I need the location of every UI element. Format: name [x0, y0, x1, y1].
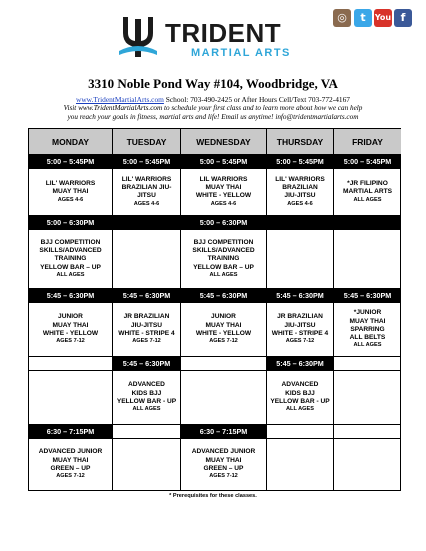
- time-slot: [113, 216, 181, 230]
- class-cell: [181, 303, 267, 357]
- empty-cell: [113, 425, 181, 439]
- empty-cell: [334, 230, 401, 289]
- empty-cell: [267, 439, 334, 491]
- class-line: WHITE - YELLOW: [42, 329, 99, 337]
- class-line: YELLOW BAR - UP: [116, 397, 177, 405]
- class-line: MUAY THAI: [205, 456, 242, 464]
- time-slot: 5:45 – 6:30PM: [334, 289, 401, 303]
- class-line: YELLOW BAR – UP: [193, 263, 254, 271]
- class-line: JUNIOR: [211, 313, 236, 321]
- time-slot: 5:00 – 6:30PM: [29, 216, 113, 230]
- class-line: LIL' WARRIORS: [45, 180, 96, 188]
- time-slot: 5:45 – 6:30PM: [267, 289, 334, 303]
- class-line: LIL' WARRIORS: [121, 175, 172, 183]
- class-line: WHITE - YELLOW: [195, 329, 252, 337]
- class-line: GREEN – UP: [50, 464, 91, 472]
- class-line: MUAY THAI: [52, 188, 89, 196]
- class-line: BJJ COMPETITION: [193, 238, 254, 246]
- day-header: MONDAY: [29, 129, 113, 155]
- class-cell: [334, 169, 401, 216]
- class-detail: AGES 7-12: [285, 338, 315, 345]
- class-line: LIL WARRIORS: [199, 175, 248, 183]
- class-line: WHITE - YELLOW: [195, 192, 252, 200]
- class-line: BRAZILIAN: [282, 184, 318, 192]
- class-detail: AGES 4-6: [133, 200, 160, 207]
- class-line: ADVANCED: [128, 381, 165, 389]
- class-cell: [29, 303, 113, 357]
- time-slot: [267, 216, 334, 230]
- facebook-icon[interactable]: f: [394, 9, 412, 27]
- logo-title: TRIDENT: [165, 18, 282, 48]
- class-cell: [29, 439, 113, 491]
- class-detail: ALL AGES: [209, 271, 238, 278]
- time-slot: 5:45 – 6:30PM: [267, 357, 334, 371]
- class-cell: [267, 371, 334, 425]
- class-line: ADVANCED JUNIOR: [191, 448, 256, 456]
- time-slot: 5:45 – 6:30PM: [29, 289, 113, 303]
- class-line: YELLOW BAR - UP: [270, 397, 330, 405]
- class-line: MUAY THAI: [52, 456, 89, 464]
- empty-cell: [181, 371, 267, 425]
- class-cell: [29, 230, 113, 289]
- class-detail: ALL AGES: [353, 196, 382, 203]
- time-slot: 5:00 – 5:45PM: [113, 155, 181, 169]
- class-line: SPARRING: [350, 325, 385, 333]
- time-slot: 5:00 – 5:45PM: [334, 155, 401, 169]
- intro-line-2: you reach your goals in fitness, martial arts and life! Email us anytime! info@tridentmartialarts.com: [67, 112, 359, 121]
- intro-text: [0, 104, 426, 121]
- class-detail: AGES 4-6: [287, 200, 313, 207]
- class-detail: AGES 7-12: [56, 473, 85, 480]
- class-line: MARTIAL ARTS: [342, 188, 393, 196]
- class-line: WHITE - STRIPE 4: [118, 329, 175, 337]
- class-line: KIDS BJJ: [131, 389, 162, 397]
- class-cell: [181, 230, 267, 289]
- youtube-icon[interactable]: You: [374, 9, 392, 27]
- class-line: MUAY THAI: [205, 321, 242, 329]
- website-link[interactable]: www.TridentMartialArts.com: [75, 95, 164, 104]
- trident-logo-icon: [113, 11, 163, 63]
- class-line: BJJ COMPETITION: [40, 238, 101, 246]
- class-cell: [113, 169, 181, 216]
- time-slot: 5:00 – 6:30PM: [181, 216, 267, 230]
- class-detail: AGES 7-12: [209, 338, 238, 345]
- time-slot: 5:00 – 5:45PM: [181, 155, 267, 169]
- class-detail: ALL AGES: [132, 406, 161, 413]
- empty-cell: [334, 425, 401, 439]
- class-line: JR BRAZILIAN: [277, 313, 323, 321]
- empty-cell: [334, 357, 401, 371]
- class-line: ADVANCED JUNIOR: [38, 448, 103, 456]
- class-line: TRAINING: [54, 255, 87, 263]
- instagram-icon[interactable]: ◎: [333, 9, 351, 27]
- time-slot: [334, 216, 401, 230]
- class-cell: [267, 169, 334, 216]
- class-line: MUAY THAI: [205, 184, 242, 192]
- class-detail: ALL AGES: [353, 342, 382, 349]
- empty-cell: [29, 357, 113, 371]
- day-header: WEDNESDAY: [181, 129, 267, 155]
- class-line: MUAY THAI: [52, 321, 89, 329]
- intro-line-1: Visit www.TridentMartialArts.com to schedule your first class and to learn more about how we can help: [63, 104, 363, 112]
- trident-logo: [113, 11, 313, 63]
- time-slot: 6:30 – 7:15PM: [29, 425, 113, 439]
- class-detail: ALL AGES: [56, 271, 85, 278]
- contact-line: [0, 95, 426, 104]
- time-slot: 5:00 – 5:45PM: [29, 155, 113, 169]
- class-line: JIU-JITSU: [284, 192, 316, 200]
- empty-cell: [29, 371, 113, 425]
- class-line: JIU-JITSU: [284, 321, 316, 329]
- class-detail: ALL AGES: [286, 406, 314, 413]
- class-line: BRAZILIAN JIU-: [121, 184, 172, 192]
- class-line: WHITE - STRIPE 4: [271, 329, 329, 337]
- class-line: ADVANCED: [281, 381, 319, 389]
- class-line: *JUNIOR: [353, 309, 382, 317]
- class-schedule-table: [28, 128, 401, 491]
- class-line: MUAY THAI: [349, 317, 386, 325]
- class-cell: [113, 303, 181, 357]
- empty-cell: [267, 230, 334, 289]
- day-header: TUESDAY: [113, 129, 181, 155]
- time-slot: 5:45 – 6:30PM: [113, 289, 181, 303]
- empty-cell: [113, 230, 181, 289]
- class-cell: [334, 303, 401, 357]
- twitter-icon[interactable]: t: [354, 9, 372, 27]
- phone-info: School: 703-490-2425 or After Hours Cell/Text 703-772-4167: [163, 95, 350, 104]
- footnote: * Prerequisites for these classes.: [169, 493, 257, 499]
- class-cell: [267, 303, 334, 357]
- class-line: TRAINING: [207, 255, 240, 263]
- logo-subtitle: MARTIAL ARTS: [191, 47, 291, 59]
- empty-cell: [181, 357, 267, 371]
- class-line: ALL BELTS: [349, 334, 386, 341]
- time-slot: 5:00 – 5:45PM: [267, 155, 334, 169]
- empty-cell: [334, 371, 401, 425]
- class-detail: AGES 4-6: [57, 196, 84, 203]
- class-line: LIL' WARRIORS: [275, 175, 325, 183]
- class-cell: [181, 169, 267, 216]
- class-line: SKILLS/ADVANCED: [192, 247, 255, 255]
- address: 3310 Noble Pond Way #104, Woodbridge, VA: [88, 76, 338, 91]
- class-detail: AGES 4-6: [210, 200, 237, 207]
- class-detail: AGES 7-12: [56, 338, 85, 345]
- class-detail: AGES 7-12: [209, 473, 238, 480]
- day-header: THURSDAY: [267, 129, 334, 155]
- time-slot: 5:45 – 6:30PM: [181, 289, 267, 303]
- empty-cell: [334, 439, 401, 491]
- empty-cell: [267, 425, 334, 439]
- class-line: JITSU: [137, 192, 156, 200]
- class-cell: [181, 439, 267, 491]
- class-line: *JR FILIPINO: [347, 180, 388, 188]
- class-line: SKILLS/ADVANCED: [39, 247, 102, 255]
- class-line: JUNIOR: [58, 313, 83, 321]
- class-line: KIDS BJJ: [285, 389, 315, 397]
- class-line: YELLOW BAR – UP: [40, 263, 101, 271]
- class-cell: [113, 371, 181, 425]
- class-line: JIU-JITSU: [130, 321, 163, 329]
- time-slot: 6:30 – 7:15PM: [181, 425, 267, 439]
- day-header: FRIDAY: [334, 129, 401, 155]
- class-detail: AGES 7-12: [132, 338, 161, 345]
- empty-cell: [113, 439, 181, 491]
- time-slot: 5:45 – 6:30PM: [113, 357, 181, 371]
- class-cell: [29, 169, 113, 216]
- class-line: JR BRAZILIAN: [123, 313, 170, 321]
- class-line: GREEN – UP: [203, 464, 244, 472]
